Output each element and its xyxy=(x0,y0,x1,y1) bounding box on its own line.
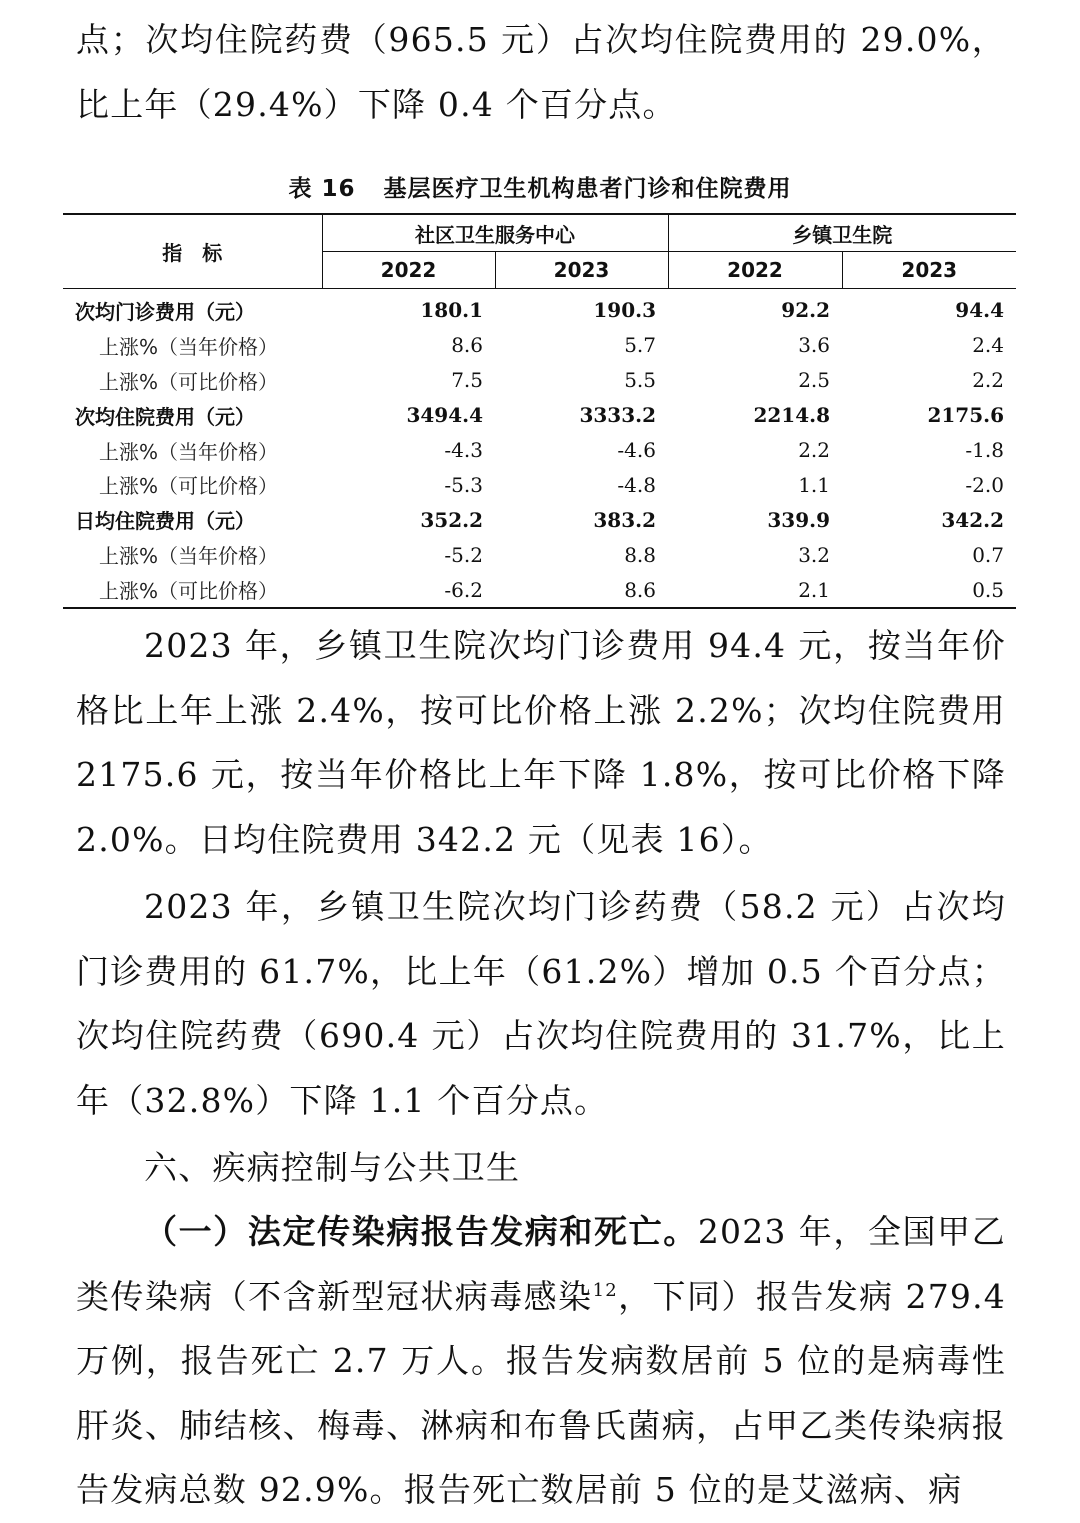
table-cell: 7.5 xyxy=(451,368,483,393)
table-row xyxy=(63,502,1016,537)
paragraph-text: ，下同）报告发病 279.4 万例，报告死亡 2.7 万人。报告发病数居前 5 位的是病毒性肝炎、肺结核、梅毒、淋病和布鲁氏菌病，占甲乙类传染病报告发病总数 92.9%。报告死亡数居前 5 位的是艾滋病、病 xyxy=(76,1276,1007,1509)
row-label: 上涨%（可比价格） xyxy=(99,474,279,499)
table-cell: 2.2 xyxy=(798,438,830,462)
paragraph-township-drug: 2023 年，乡镇卫生院次均门诊药费（58.2 元）占次均门诊费用的 61.7%，比上年（61.2%）增加 0.5 个百分点；次均住院药费（690.4 元）占次均住院费用的 31.7%，比上年（32.8%）下降 1.1 个百分点。 xyxy=(76,887,1006,1120)
table-cell: 190.3 xyxy=(593,298,656,323)
header-year: 2022 xyxy=(668,252,842,289)
table-cell: 92.2 xyxy=(781,298,830,323)
row-label: 次均住院费用（元） xyxy=(75,404,255,429)
paragraph-infectious-disease xyxy=(76,1200,1006,1523)
section-heading: 六、疾病控制与公共卫生 xyxy=(144,1148,521,1187)
table-cell: -6.2 xyxy=(322,572,495,608)
table-cell: 2.2 xyxy=(972,368,1004,393)
table-cell: -4.8 xyxy=(617,472,656,497)
row-label: 上涨%（当年价格） xyxy=(99,334,279,359)
table-cell: 2.1 xyxy=(668,572,842,608)
table-row xyxy=(63,467,1016,502)
table-cell: 5.5 xyxy=(624,368,656,393)
table-row xyxy=(63,537,1016,572)
row-label: 上涨%（当年价格） xyxy=(99,544,279,569)
row-label: 上涨%（可比价格） xyxy=(63,572,322,608)
table-row xyxy=(63,433,1016,468)
table-row xyxy=(63,363,1016,398)
table-cell: -4.6 xyxy=(617,438,656,462)
paragraph-text: 2023 年，全国甲乙类传染病（不含新型冠状病毒感染 xyxy=(76,1212,1006,1316)
table-row xyxy=(63,289,1016,328)
table-cell: 2214.8 xyxy=(753,403,830,428)
table-cell: 3333.2 xyxy=(579,403,656,428)
table-number: 表 16 xyxy=(288,176,356,202)
row-label: 上涨%（当年价格） xyxy=(99,439,279,464)
header-indicator: 指 标 xyxy=(63,214,322,289)
table-cell: 180.1 xyxy=(420,298,483,323)
table-title: 基层医疗卫生机构患者门诊和住院费用 xyxy=(383,176,792,202)
paragraph-top: 点；次均住院药费（965.5 元）占次均住院费用的 29.0%，比上年（29.4%）下降 0.4 个百分点。 xyxy=(76,20,1006,124)
table-cell: 3.2 xyxy=(798,542,830,567)
table-cell: 3.6 xyxy=(798,333,830,358)
table-cell: 0.7 xyxy=(972,542,1004,567)
table-cell: 2.5 xyxy=(798,368,830,393)
table-cell: 2175.6 xyxy=(927,403,1004,428)
table-cell: 1.1 xyxy=(798,472,830,497)
table-cell: -5.2 xyxy=(444,542,483,567)
table-cell: 342.2 xyxy=(941,507,1004,532)
table-caption xyxy=(0,170,1080,203)
subsection-lead: （一）法定传染病报告发病和死亡。 xyxy=(144,1212,698,1251)
table-cell: -1.8 xyxy=(965,438,1004,462)
table-cell: -4.3 xyxy=(444,438,483,462)
header-year: 2023 xyxy=(495,252,668,289)
row-label: 上涨%（可比价格） xyxy=(99,369,279,394)
expense-table xyxy=(63,213,1016,609)
header-group-township: 乡镇卫生院 xyxy=(668,214,1016,252)
table-cell: 339.9 xyxy=(767,507,830,532)
table-row xyxy=(63,398,1016,433)
row-label: 日均住院费用（元） xyxy=(75,509,255,534)
header-group-community: 社区卫生服务中心 xyxy=(322,214,668,252)
table-cell: 352.2 xyxy=(420,507,483,532)
table-cell: 3494.4 xyxy=(406,403,483,428)
table-cell: 2.4 xyxy=(972,333,1004,358)
table-cell: 383.2 xyxy=(593,507,656,532)
table-cell: -2.0 xyxy=(965,472,1004,497)
table-cell: 0.5 xyxy=(842,572,1016,608)
row-label: 次均门诊费用（元） xyxy=(75,299,255,324)
table-row xyxy=(63,572,1016,608)
header-year: 2022 xyxy=(322,252,495,289)
paragraph-township-outpatient: 2023 年，乡镇卫生院次均门诊费用 94.4 元，按当年价格比上年上涨 2.4%，按可比价格上涨 2.2%；次均住院费用 2175.6 元，按当年价格比上年下降 1.8%，按可比价格下降 2.0%。日均住院费用 342.2 元（见表 16）。 xyxy=(76,626,1006,859)
table-cell: 8.6 xyxy=(495,572,668,608)
table-cell: 94.4 xyxy=(955,298,1004,323)
header-year: 2023 xyxy=(842,252,1016,289)
table-row xyxy=(63,328,1016,363)
table-cell: 5.7 xyxy=(624,333,656,358)
table-cell: 8.6 xyxy=(451,333,483,358)
table-cell: 8.8 xyxy=(624,542,656,567)
footnote-mark: 12 xyxy=(592,1279,618,1301)
table-cell: -5.3 xyxy=(444,472,483,497)
